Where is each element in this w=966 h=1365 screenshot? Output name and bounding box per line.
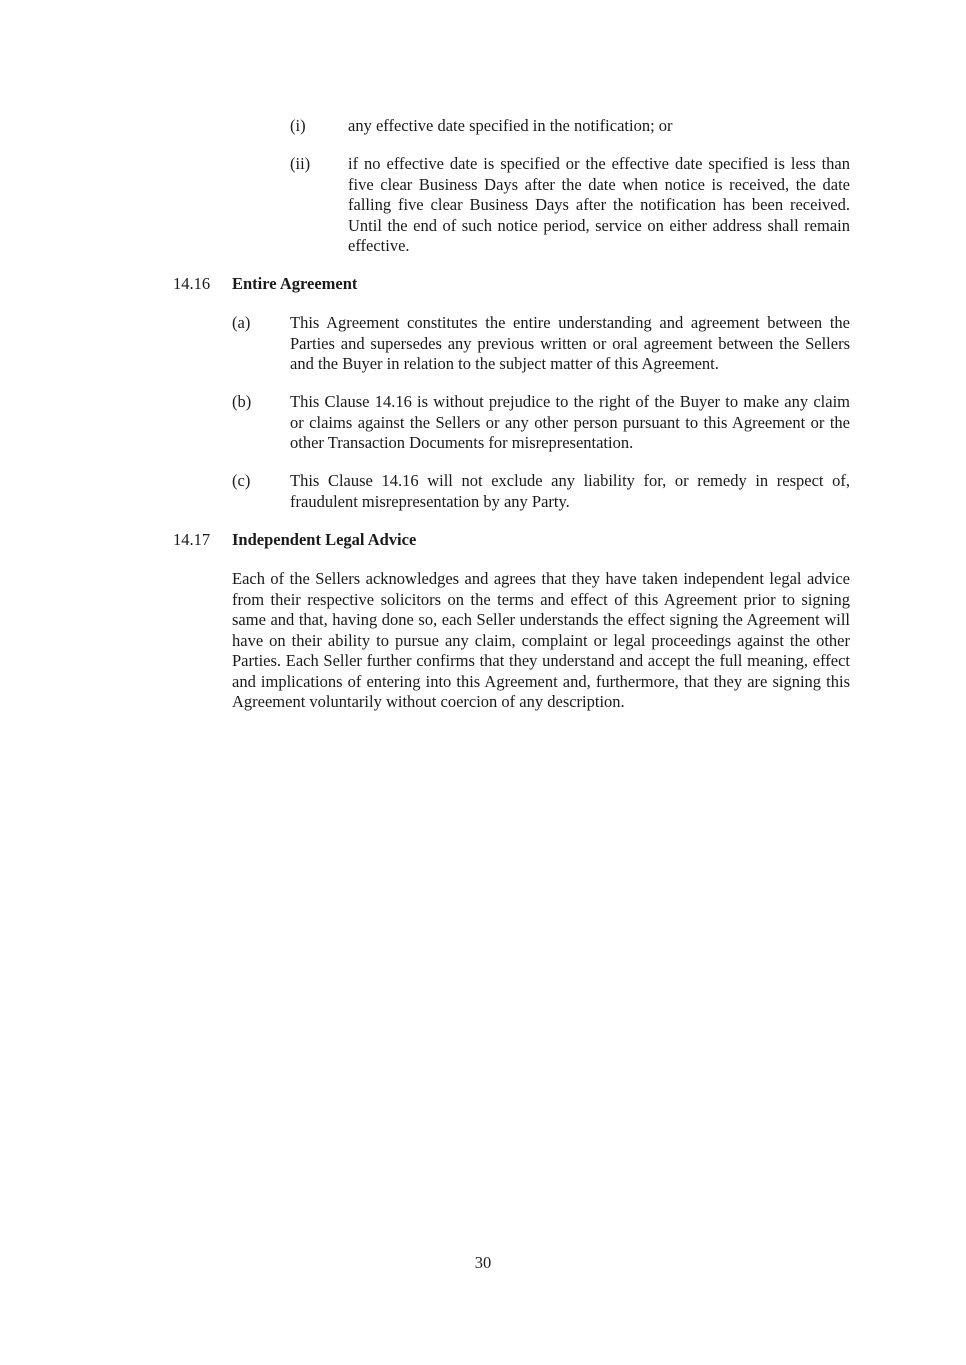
item-i-label: (i)	[290, 116, 306, 135]
clause-14-16-c-label: (c)	[232, 471, 251, 490]
item-ii-text: if no effective date is specified or the effective date specified is less than five clear Business Days after the date when notice is received, the date falling five clear Business Days after the notification has been received. Until the end of such notice period, service on either address shall remain effective.	[348, 154, 850, 255]
clause-14-16-a-text: This Agreement constitutes the entire understanding and agreement between the Parties and supersedes any previous written or oral agreement between the Sellers and the Buyer in relation to the subject matter of this Agreement.	[290, 313, 850, 373]
clause-14-16-number: 14.16	[173, 274, 211, 293]
clause-14-16-title: Entire Agreement	[232, 274, 358, 293]
clause-14-16-c-text: This Clause 14.16 will not exclude any liability for, or remedy in respect of, fraudulent misrepresentation by any Party.	[290, 471, 850, 511]
clause-14-16-b-text: This Clause 14.16 is without prejudice to the right of the Buyer to make any claim or claims against the Sellers or any other person pursuant to this Agreement or the other Transaction Documents for misrepresentation.	[290, 392, 850, 452]
item-ii-label: (ii)	[290, 154, 311, 173]
clause-14-17-body: Each of the Sellers acknowledges and agrees that they have taken independent legal advice from their respective solicitors on the terms and effect of this Agreement prior to signing same and that, having done so, each Seller understands the effect signing the Agreement will have on their ability to pursue any claim, complaint or legal proceedings against the other Parties. Each Seller further confirms that they understand and accept the full meaning, effect and implications of entering into this Agreement and, furthermore, that they are signing this Agreement voluntarily without coercion of any description.	[232, 569, 850, 711]
clause-14-16-a-label: (a)	[232, 313, 251, 332]
clause-14-16-b-label: (b)	[232, 392, 252, 411]
clause-14-17-number: 14.17	[173, 530, 211, 549]
clause-14-17-title: Independent Legal Advice	[232, 530, 417, 549]
item-i-text: any effective date specified in the notification; or	[348, 116, 673, 135]
page-number: 30	[474, 1253, 492, 1272]
